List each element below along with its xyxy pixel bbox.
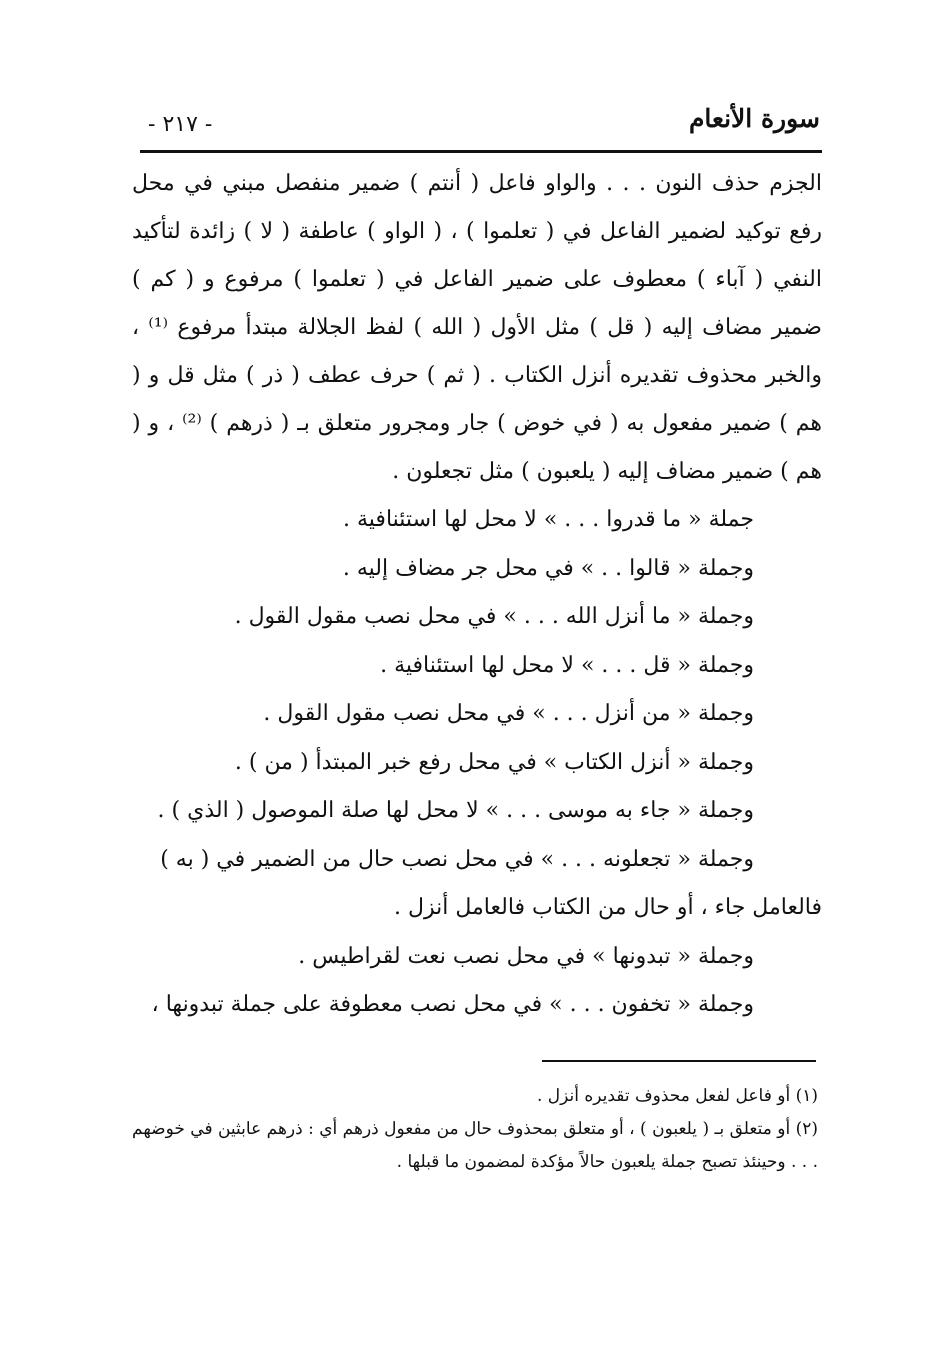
page-title: سورة الأنعام	[688, 104, 820, 133]
clause-line-continuation: فالعامل جاء ، أو حال من الكتاب فالعامل أنزل .	[394, 895, 822, 920]
clause-line: وجملة « تجعلونه . . . » في محل نصب حال من الضمير في ( به )	[160, 846, 754, 872]
clause-list	[132, 496, 822, 1030]
footnote-1: (١) أو فاعل لفعل محذوف تقديره أنزل .	[536, 1086, 818, 1106]
footnotes	[132, 1080, 818, 1179]
clause-line: جملة « ما قدروا . . . » لا محل لها استئنافية .	[343, 507, 754, 532]
clause-line: وجملة « تخفون . . . » في محل نصب معطوفة على جملة تبدونها ،	[151, 992, 754, 1017]
clause-line: وجملة « أنزل الكتاب » في محل رفع خبر المبتدأ ( من ) .	[234, 749, 754, 775]
paragraph-text: الجزم حذف النون . . . والواو فاعل ( أنتم ) ضمير منفصل مبني في محل رفع توكيد لضمير الفاعل في ( تعلموا ) ، ( الواو ) عاطفة ( لا ) زائدة لتأكيد النفي ( آباء ) معطوف على ضمير الفاعل في ( تعلموا ) مرفوع و ( كم ) ضمير مضاف إليه ( قل ) مثل الأول ( الله ) لفظ الجلالة مبتدأ مرفوع ⁽¹⁾ ، والخبر محذوف تقديره أنزل الكتاب . ( ثم ) حرف عطف ( ذر ) مثل قل و ( هم ) ضمير مفعول به ( في خوض ) جار ومجرور متعلق بـ ( ذرهم ) ⁽²⁾ ، و ( هم ) ضمير مضاف إليه ( يلعبون ) مثل تجعلون .	[132, 171, 822, 484]
header-rule	[140, 150, 822, 153]
clause-line: وجملة « قل . . . » لا محل لها استئنافية .	[380, 652, 754, 678]
footnote-2: (٢) أو متعلق بـ ( يلعبون ) ، أو متعلق بمحذوف حال من مفعول ذرهم أي : ذرهم عابثين في خوضهم . . . وحينئذ تصبح جملة يلعبون حالاً مؤكدة لمضمون ما قبلها .	[132, 1119, 818, 1172]
clause-line: وجملة « ما أنزل الله . . . » في محل نصب مقول القول .	[234, 604, 754, 629]
page-number: - ٢١٧ -	[148, 112, 213, 137]
main-paragraph	[132, 160, 822, 496]
clause-line: وجملة « قالوا . . » في محل جر مضاف إليه .	[342, 555, 754, 581]
clause-line: وجملة « تبدونها » في محل نصب نعت لقراطيس .	[298, 943, 754, 969]
page-header	[140, 104, 820, 150]
clause-line: وجملة « جاء به موسى . . . » لا محل لها صلة الموصول ( الذي ) .	[157, 798, 754, 823]
footnote-rule	[542, 1060, 816, 1062]
clause-line: وجملة « من أنزل . . . » في محل نصب مقول القول .	[263, 701, 754, 726]
